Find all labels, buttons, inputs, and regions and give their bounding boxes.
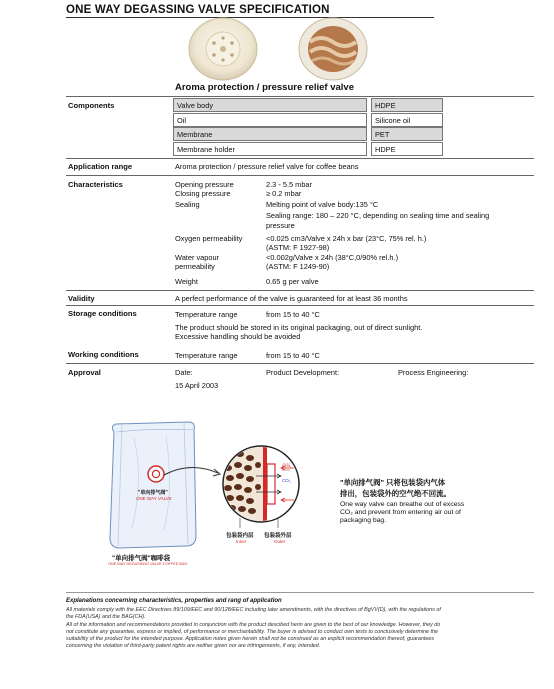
- divider: [66, 592, 534, 593]
- component-material-cell: Silicone oil: [371, 113, 443, 127]
- valve-desc-cn-1: "单向排气阀" 只将包装袋内气体: [340, 478, 446, 487]
- approval-proc-label: Process Engineering:: [398, 368, 469, 377]
- footer-para-2-line-2: not constitute any guarantee, express or implied, of performance or merchantability. The buyer is advised to conduct own tests to conclusively determine the: [66, 629, 439, 635]
- validity-value: A perfect performance of the valve is guaranteed for at least 36 months: [175, 294, 408, 303]
- bag-caption-en: ONE WAY DEGASSING VALVE COFFEE BAG: [108, 562, 188, 566]
- valve-front-image: [186, 16, 260, 82]
- page-title: ONE WAY DEGASSING VALVE SPECIFICATION: [66, 4, 330, 16]
- sealing-label: Sealing: [175, 200, 200, 209]
- footer-para-1-line-1: All materials comply with the EEC Directives 89/109/EEC and 90/128/EEC including later amendments, with the directives of BgVV(D), with the regulations of: [66, 607, 441, 613]
- component-part-cell: Oil: [173, 113, 367, 127]
- approval-date-label: Date:: [175, 368, 193, 377]
- section-subtitle: Aroma protection / pressure relief valve: [175, 82, 354, 93]
- storage-label: Storage conditions: [68, 309, 137, 318]
- component-material-cell: PET: [371, 127, 443, 141]
- oxygen-permeability-value: <0.025 cm3/Valve x 24h x bar (23°C, 75% rel. h.): [266, 234, 427, 243]
- storage-note-1: The product should be stored in its original packaging, out of direct sunlight.: [175, 323, 423, 332]
- closing-pressure-label: Closing pressure: [175, 189, 231, 198]
- bag-valve-label-en: ONE WAY VALVE: [136, 496, 172, 501]
- inner-layer-label-cn: 包装袋内层: [226, 533, 254, 539]
- storage-temp-value: from 15 to 40 °C: [266, 310, 320, 319]
- approval-label: Approval: [68, 368, 101, 377]
- opening-pressure-label: Opening pressure: [175, 180, 234, 189]
- divider: [66, 96, 534, 97]
- valve-desc-en-1: One way valve can breathe out of excess: [340, 501, 465, 508]
- component-material-cell: HDPE: [371, 98, 443, 112]
- component-part-cell: Valve body: [173, 98, 367, 112]
- bag-caption-cn: "单向排气阀"咖啡袋: [112, 555, 171, 562]
- closing-pressure-value: ≥ 0.2 mbar: [266, 189, 302, 198]
- divider: [66, 175, 534, 176]
- divider: [66, 363, 534, 364]
- component-part-cell: Membrane holder: [173, 142, 367, 156]
- valve-back-image: [296, 16, 370, 82]
- sealing-line-1: Melting point of valve body:135 °C: [266, 200, 379, 209]
- working-label: Working conditions: [68, 350, 139, 359]
- weight-label: Weight: [175, 277, 198, 286]
- divider: [66, 290, 534, 291]
- water-vapour-label: Water vapour: [175, 253, 220, 262]
- coffee-bag-illustration: [104, 418, 204, 554]
- valve-desc-cn-2: 排出，包装袋外的空气绝不回流。: [340, 489, 451, 498]
- storage-note-2: Excessive handling should be avoided: [175, 332, 301, 341]
- water-vapour-label-2: permeability: [175, 262, 215, 271]
- zoom-arrow: [162, 463, 224, 485]
- weight-value: 0.65 g per valve: [266, 277, 319, 286]
- validity-label: Validity: [68, 294, 95, 303]
- storage-temp-label: Temperature range: [175, 310, 238, 319]
- oxygen-permeability-label: Oxygen permeability: [175, 234, 243, 243]
- footer-para-2-line-4: concerning the violation of third-party patent rights are neither given nor are infringements, if any, intended.: [66, 643, 321, 649]
- component-material-cell: HDPE: [371, 142, 443, 156]
- valve-desc-en-3: packaging bag.: [340, 517, 387, 524]
- footer-para-2-line-3: suitability of the product for the intended purpose. Application notes given herein shall not be construed as an explicit recommendation thereof, guarantees: [66, 636, 435, 642]
- working-temp-value: from 15 to 40 °C: [266, 351, 320, 360]
- valve-desc-en-2: CO₂ and prevent from entering air out of: [340, 509, 461, 516]
- footer-para-1-line-2: the FDA(USA) and the BAG(CH).: [66, 614, 146, 620]
- application-label: Application range: [68, 162, 133, 171]
- approval-dev-label: Product Development:: [266, 368, 340, 377]
- outer-layer-label-cn: 包装袋外层: [264, 533, 292, 539]
- valve-cross-section: [220, 440, 302, 528]
- co2-label: CO₂: [282, 478, 291, 483]
- approval-date-value: 15 April 2003: [175, 381, 219, 390]
- component-part-cell: Membrane: [173, 127, 367, 141]
- components-label: Components: [68, 101, 115, 110]
- air-label: 空气: [282, 463, 291, 468]
- oxygen-permeability-standard: (ASTM: F 1927-98): [266, 243, 330, 252]
- footer-heading: Explanations concerning characteristics, properties and rang of application: [66, 598, 282, 604]
- footer-para-2-line-1: All of the information and recommendations provided in conjunction with the product descibed herin are given to the best of our knowledge. However, they do: [66, 622, 441, 628]
- application-value: Aroma protection / pressure relief valve for coffee beans: [175, 162, 359, 171]
- water-vapour-value: <0.002g/Valve x 24h (38°C,0/90% rel.h.): [266, 253, 399, 262]
- opening-pressure-value: 2.3 - 5.5 mbar: [266, 180, 313, 189]
- inner-layer-label-en: Inner: [236, 539, 247, 544]
- sealing-line-3: pressure: [266, 221, 295, 230]
- characteristics-label: Characteristics: [68, 180, 123, 189]
- bag-valve-label-cn: "单向排气阀": [138, 490, 168, 496]
- divider: [66, 305, 534, 306]
- divider: [66, 158, 534, 159]
- sealing-line-2: Sealing range: 180 – 220 °C, depending on sealing time and sealing: [266, 211, 490, 220]
- working-temp-label: Temperature range: [175, 351, 238, 360]
- outer-layer-label-en: Outer: [274, 539, 286, 544]
- water-vapour-standard: (ASTM: F 1249-90): [266, 262, 330, 271]
